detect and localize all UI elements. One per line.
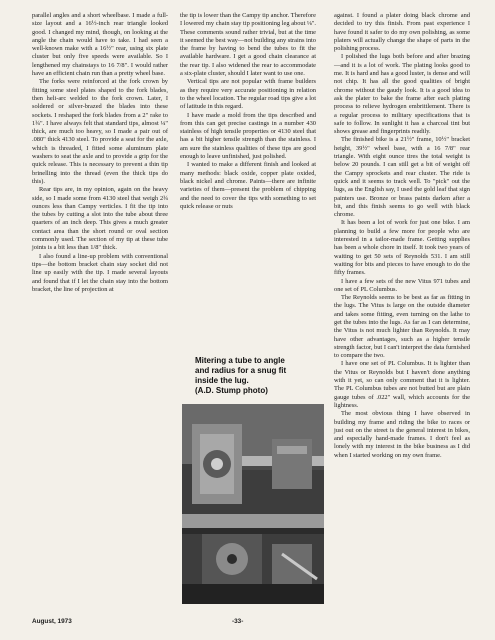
lathe-photo	[182, 404, 324, 604]
caption-line: Mitering a tube to angle	[195, 356, 285, 365]
paragraph: I also found a line-up problem with conventional tips—the bottom bracket chain stay socket did not line up easily with the tip. I made several layouts and found that if I let the chain stay into the bottom bracket, the line of projection at	[32, 252, 168, 293]
text-column-3	[334, 12, 470, 460]
caption-line: and radius for a snug fit	[195, 366, 287, 375]
paragraph: the tip is lower than the Campy tip anchor. Therefore I lowered my chain stay tip positioning leg about ⅛". These comments sound rather trivial, but at the time it seemed the best way—not building any strains into the frame by having to bend the tubes to fit the available hardware. I get a good chain clearance at the rear tip. I also widened the rear to accommodate a six-plate cluster, should I later want to use one.	[180, 12, 316, 78]
text-column-1	[32, 12, 168, 294]
paragraph: I have one set of PL Columbus. It is lighter than the Vitus or Reynolds but I haven't done anything with it yet, so can only comment that it is lighter. The PL Columbus tubes are not butted but are plain gauge tubes of .022" wall, which accounts for the lightness.	[334, 360, 470, 409]
paragraph: The finished bike is a 21½" frame, 10½" bracket height, 39½" wheel base, with a 16 7/8" rear triangle. With eight ounce tires the total weight is below 20 pounds. I can still get a bit of weight off the Campy sprockets and rear cluster. The ride is quick and it seems to track well. To "pick" out the lugs, as the English say, I used the gold leaf that sign painters use. Bronze or brass paints darken after a bit, and this finish seems to go well with black chrome.	[334, 136, 470, 219]
paragraph: I polished the lugs both before and after brazing—and it is a lot of work. The plating looks good to me. It is hard and has a good luster, is dense and will not chip. It has all the good qualities of bright chrome without the gaudy look. It is a good idea to ask the plater to bake the frame after each plating process to relieve hydrogen embrittlement. There is a regular process to military specifications that is safe to follow. In sunlight it has a charcoal tint but shows grease and fingerprints readily.	[334, 53, 470, 136]
paragraph: The Reynolds seems to be best as far as fitting in the lugs. The Vitus is large on the outside diameter and takes some fitting, even turning on the lathe to get the tubes into the lugs. As far as I can determine, the Vitus is not much lighter than Reynolds. It may have other advantages, such as a higher tensile strength factor, but I can't interpret the data furnished to compare the two.	[334, 294, 470, 360]
paragraph: I wanted to make a different finish and looked at many methods: black oxide, copper plate oxided, black nickel and chrome. Paints—there are infinite varieties of them—present the problem of chipping and the need to cover the tips with something to set quick release or nuts	[180, 161, 316, 210]
paragraph: It has been a lot of work for just one bike. I am planning to build a few more for people who are interested in a tailor-made frame. Getting supplies has been a whole chore in itself. It took two years of waiting to get 50 sets of Reynolds 531. I am still waiting for bits and pieces to have enough to do the fifty frames.	[334, 219, 470, 277]
lathe-illustration	[182, 404, 324, 604]
paragraph: I have a few sets of the new Vitus 971 tubes and one set of PL Columbus.	[334, 277, 470, 293]
caption-line: (A.D. Stump photo)	[195, 386, 268, 395]
caption-line: inside the lug.	[195, 376, 249, 385]
paragraph: parallel angles and a short wheelbase. I made a full-size layout and a 16½-inch rear triangle looked good. I changed my mind, though, on looking at the angle the chain would have to take. I had seen a well-known make with a 16½" rear, using six plate cluster but only five speeds were available. So I lengthened my chainstays to 16 7/8". I would rather have an efficient chain run than a pretty wheel base.	[32, 12, 168, 78]
text-column-2	[180, 12, 316, 211]
paragraph: against. I found a plater doing black chrome and decided to try this finish. From past experience I have found it safer to do my own polishing, as some platers will actually change the shape of parts in the polishing process.	[334, 12, 470, 53]
paragraph: Vertical tips are not popular with frame builders as they require very accurate positioning in relation to the wheel location. The regular road tips give a lot of latitude in this regard.	[180, 78, 316, 111]
issue-date: August, 1973	[32, 618, 72, 625]
photo-caption	[195, 356, 315, 396]
paragraph: I have made a mold from the tips described and from this can get precise castings in a number 430 stainless of high tensile properties or 4130 steel that has a bit higher tensile strength than the stainless. I am sure the stainless qualities of these tips are good enough to leave unfinished, just polished.	[180, 111, 316, 161]
paragraph: The forks were reinforced at the fork crown by fitting some steel plates shaped to the fork blades, then heli-arc welded to the fork crown. Later, I soldered or silver-brazed the blades into these sockets. I reshaped the fork blades from a 2" rake to 1¾". I have always felt that standard tips, almost ¼" thick, are much too heavy, so I made a pair out of .080" thick 4130 steel. To provide a seat for the axle, which is threaded, I fitted some aluminum plate washers to seat the axle and to provide a grip for the quick release. This is necessary to prevent a thin tip brinelling into the thread (even the thick tips do this).	[32, 78, 168, 185]
paragraph: Rear tips are, in my opinion, again on the heavy side, so I made some from 4130 steel that weigh 2¾ ounces less than Campy verticles. I fit the tip into the tubes by cutting a slot into the tube about three quarters of an inch deep. This gives a much greater contact area than the short round or oval section commonly used. The section of my tip at these tube joints is a bit less than 1/8" thick.	[32, 186, 168, 252]
paragraph: The most obvious thing I have observed in building my frame and riding the bike to races or just out on the street is the general interest in bikes, and especially hand-made frames. I don't feel as lonely with my interest in the bike business as I did when I started working on my own frame.	[334, 410, 470, 459]
page-number: -33-	[232, 618, 244, 625]
